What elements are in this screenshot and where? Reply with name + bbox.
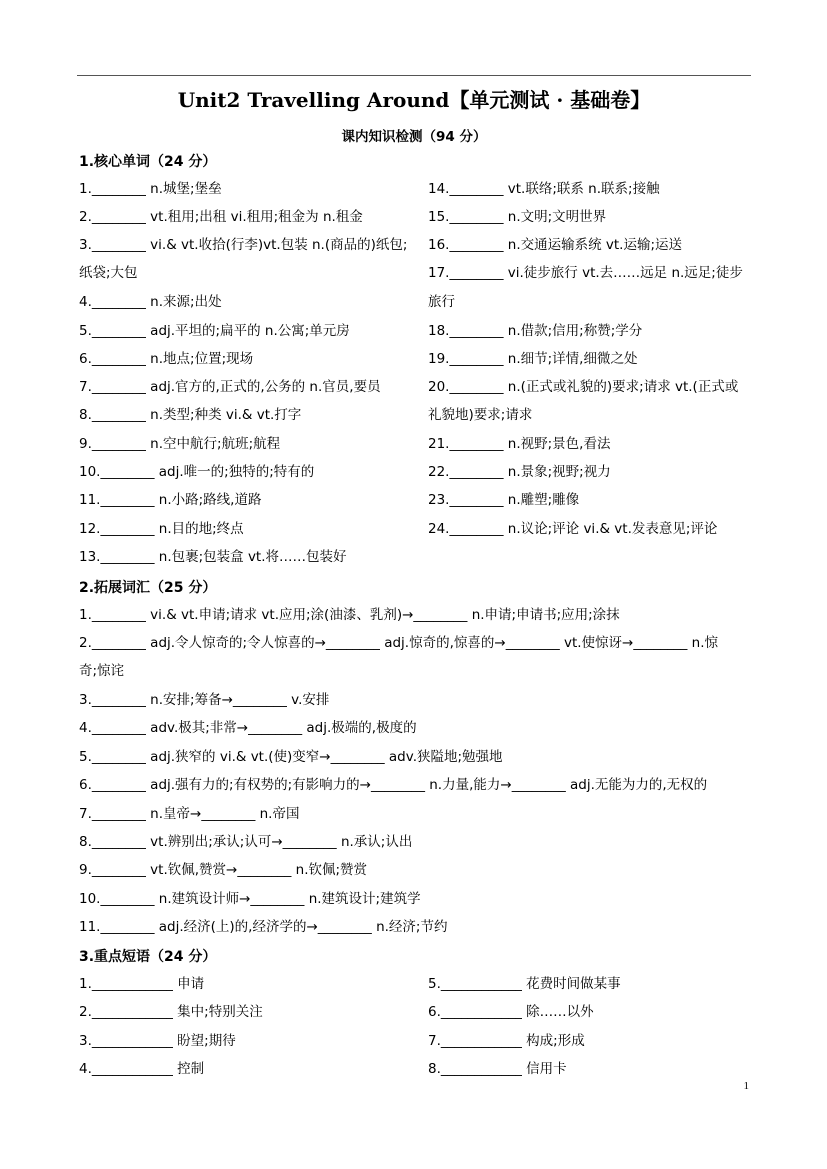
list-item: 奇;惊诧: [79, 663, 125, 679]
section-core-words: 1.核心单词（24 分）: [79, 154, 217, 170]
list-item: 10.________ n.建筑设计师→________ n.建筑设计;建筑学: [79, 891, 421, 907]
list-item: 11.________ adj.经济(上)的,经济学的→________ n.经济;节约: [79, 919, 448, 935]
list-item: 8.________ vt.辨别出;承认;认可→________ n.承认;认出: [79, 834, 413, 850]
list-item: 1.________ n.城堡;堡垒: [79, 181, 222, 197]
page-title: Unit2 Travelling Around【单元测试 · 基础卷】: [177, 88, 651, 112]
list-item: 22.________ n.景象;视野;视力: [428, 464, 611, 480]
list-item: 6.____________ 除……以外: [428, 1004, 594, 1020]
list-item: 5.________ adj.平坦的;扁平的 n.公寓;单元房: [79, 323, 350, 339]
list-item: 3.____________ 盼望;期待: [79, 1033, 236, 1049]
list-item: 5.____________ 花费时间做某事: [428, 976, 621, 992]
list-item: 1.________ vi.& vt.申请;请求 vt.应用;涂(油漆、乳剂)→________ n.申请;申请书;应用;涂抹: [79, 607, 620, 623]
list-item: 19.________ n.细节;详情,细微之处: [428, 351, 638, 367]
list-item: 14.________ vt.联络;联系 n.联系;接触: [428, 181, 660, 197]
list-item: 21.________ n.视野;景色,看法: [428, 436, 611, 452]
list-item: 7.____________ 构成;形成: [428, 1033, 585, 1049]
list-item: 2.________ vt.租用;出租 vi.租用;租金为 n.租金: [79, 209, 363, 225]
list-item: 23.________ n.雕塑;雕像: [428, 492, 580, 508]
list-item: 5.________ adj.狭窄的 vi.& vt.(使)变窄→________ adv.狭隘地;勉强地: [79, 749, 503, 765]
list-item: 2.____________ 集中;特别关注: [79, 1004, 263, 1020]
list-item: 3.________ vi.& vt.收拾(行李)vt.包装 n.(商品的)纸包;: [79, 237, 408, 253]
list-item: 纸袋;大包: [79, 265, 138, 281]
list-item: 礼貌地)要求;请求: [428, 407, 533, 423]
list-item: 24.________ n.议论;评论 vi.& vt.发表意见;评论: [428, 521, 718, 537]
list-item: 1.____________ 申请: [79, 976, 205, 992]
list-item: 12.________ n.目的地;终点: [79, 521, 244, 537]
list-item: 15.________ n.文明;文明世界: [428, 209, 607, 225]
list-item: 18.________ n.借款;信用;称赞;学分: [428, 323, 643, 339]
list-item: 7.________ n.皇帝→________ n.帝国: [79, 806, 300, 822]
list-item: 11.________ n.小路;路线,道路: [79, 492, 262, 508]
page-number: 1: [743, 1080, 749, 1092]
list-item: 6.________ n.地点;位置;现场: [79, 351, 254, 367]
list-item: 7.________ adj.官方的,正式的,公务的 n.官员,要员: [79, 379, 381, 395]
section-phrases: 3.重点短语（24 分）: [79, 949, 217, 965]
list-item: 10.________ adj.唯一的;独特的;特有的: [79, 464, 315, 480]
list-item: 3.________ n.安排;筹备→________ v.安排: [79, 692, 330, 708]
list-item: 9.________ vt.钦佩,赞赏→________ n.钦佩;赞赏: [79, 862, 368, 878]
page-subtitle: 课内知识检测（94 分）: [341, 129, 487, 145]
header-rule: [77, 75, 751, 76]
list-item: 4.____________ 控制: [79, 1061, 205, 1077]
list-item: 13.________ n.包裹;包装盒 vt.将……包装好: [79, 549, 347, 565]
list-item: 4.________ n.来源;出处: [79, 294, 222, 310]
list-item: 17.________ vi.徒步旅行 vt.去……远足 n.远足;徒步: [428, 265, 743, 281]
list-item: 旅行: [428, 294, 455, 310]
list-item: 9.________ n.空中航行;航班;航程: [79, 436, 281, 452]
list-item: 8.________ n.类型;种类 vi.& vt.打字: [79, 407, 302, 423]
list-item: 2.________ adj.令人惊奇的;令人惊喜的→________ adj.惊奇的,惊喜的→________ vt.使惊讶→________ n.惊: [79, 635, 719, 651]
list-item: 8.____________ 信用卡: [428, 1061, 567, 1077]
section-extended-vocab: 2.拓展词汇（25 分）: [79, 580, 217, 596]
list-item: 16.________ n.交通运输系统 vt.运输;运送: [428, 237, 683, 253]
list-item: 20.________ n.(正式或礼貌的)要求;请求 vt.(正式或: [428, 379, 739, 395]
list-item: 4.________ adv.极其;非常→________ adj.极端的,极度的: [79, 720, 417, 736]
list-item: 6.________ adj.强有力的;有权势的;有影响力的→________ n.力量,能力→________ adj.无能为力的,无权的: [79, 777, 708, 793]
